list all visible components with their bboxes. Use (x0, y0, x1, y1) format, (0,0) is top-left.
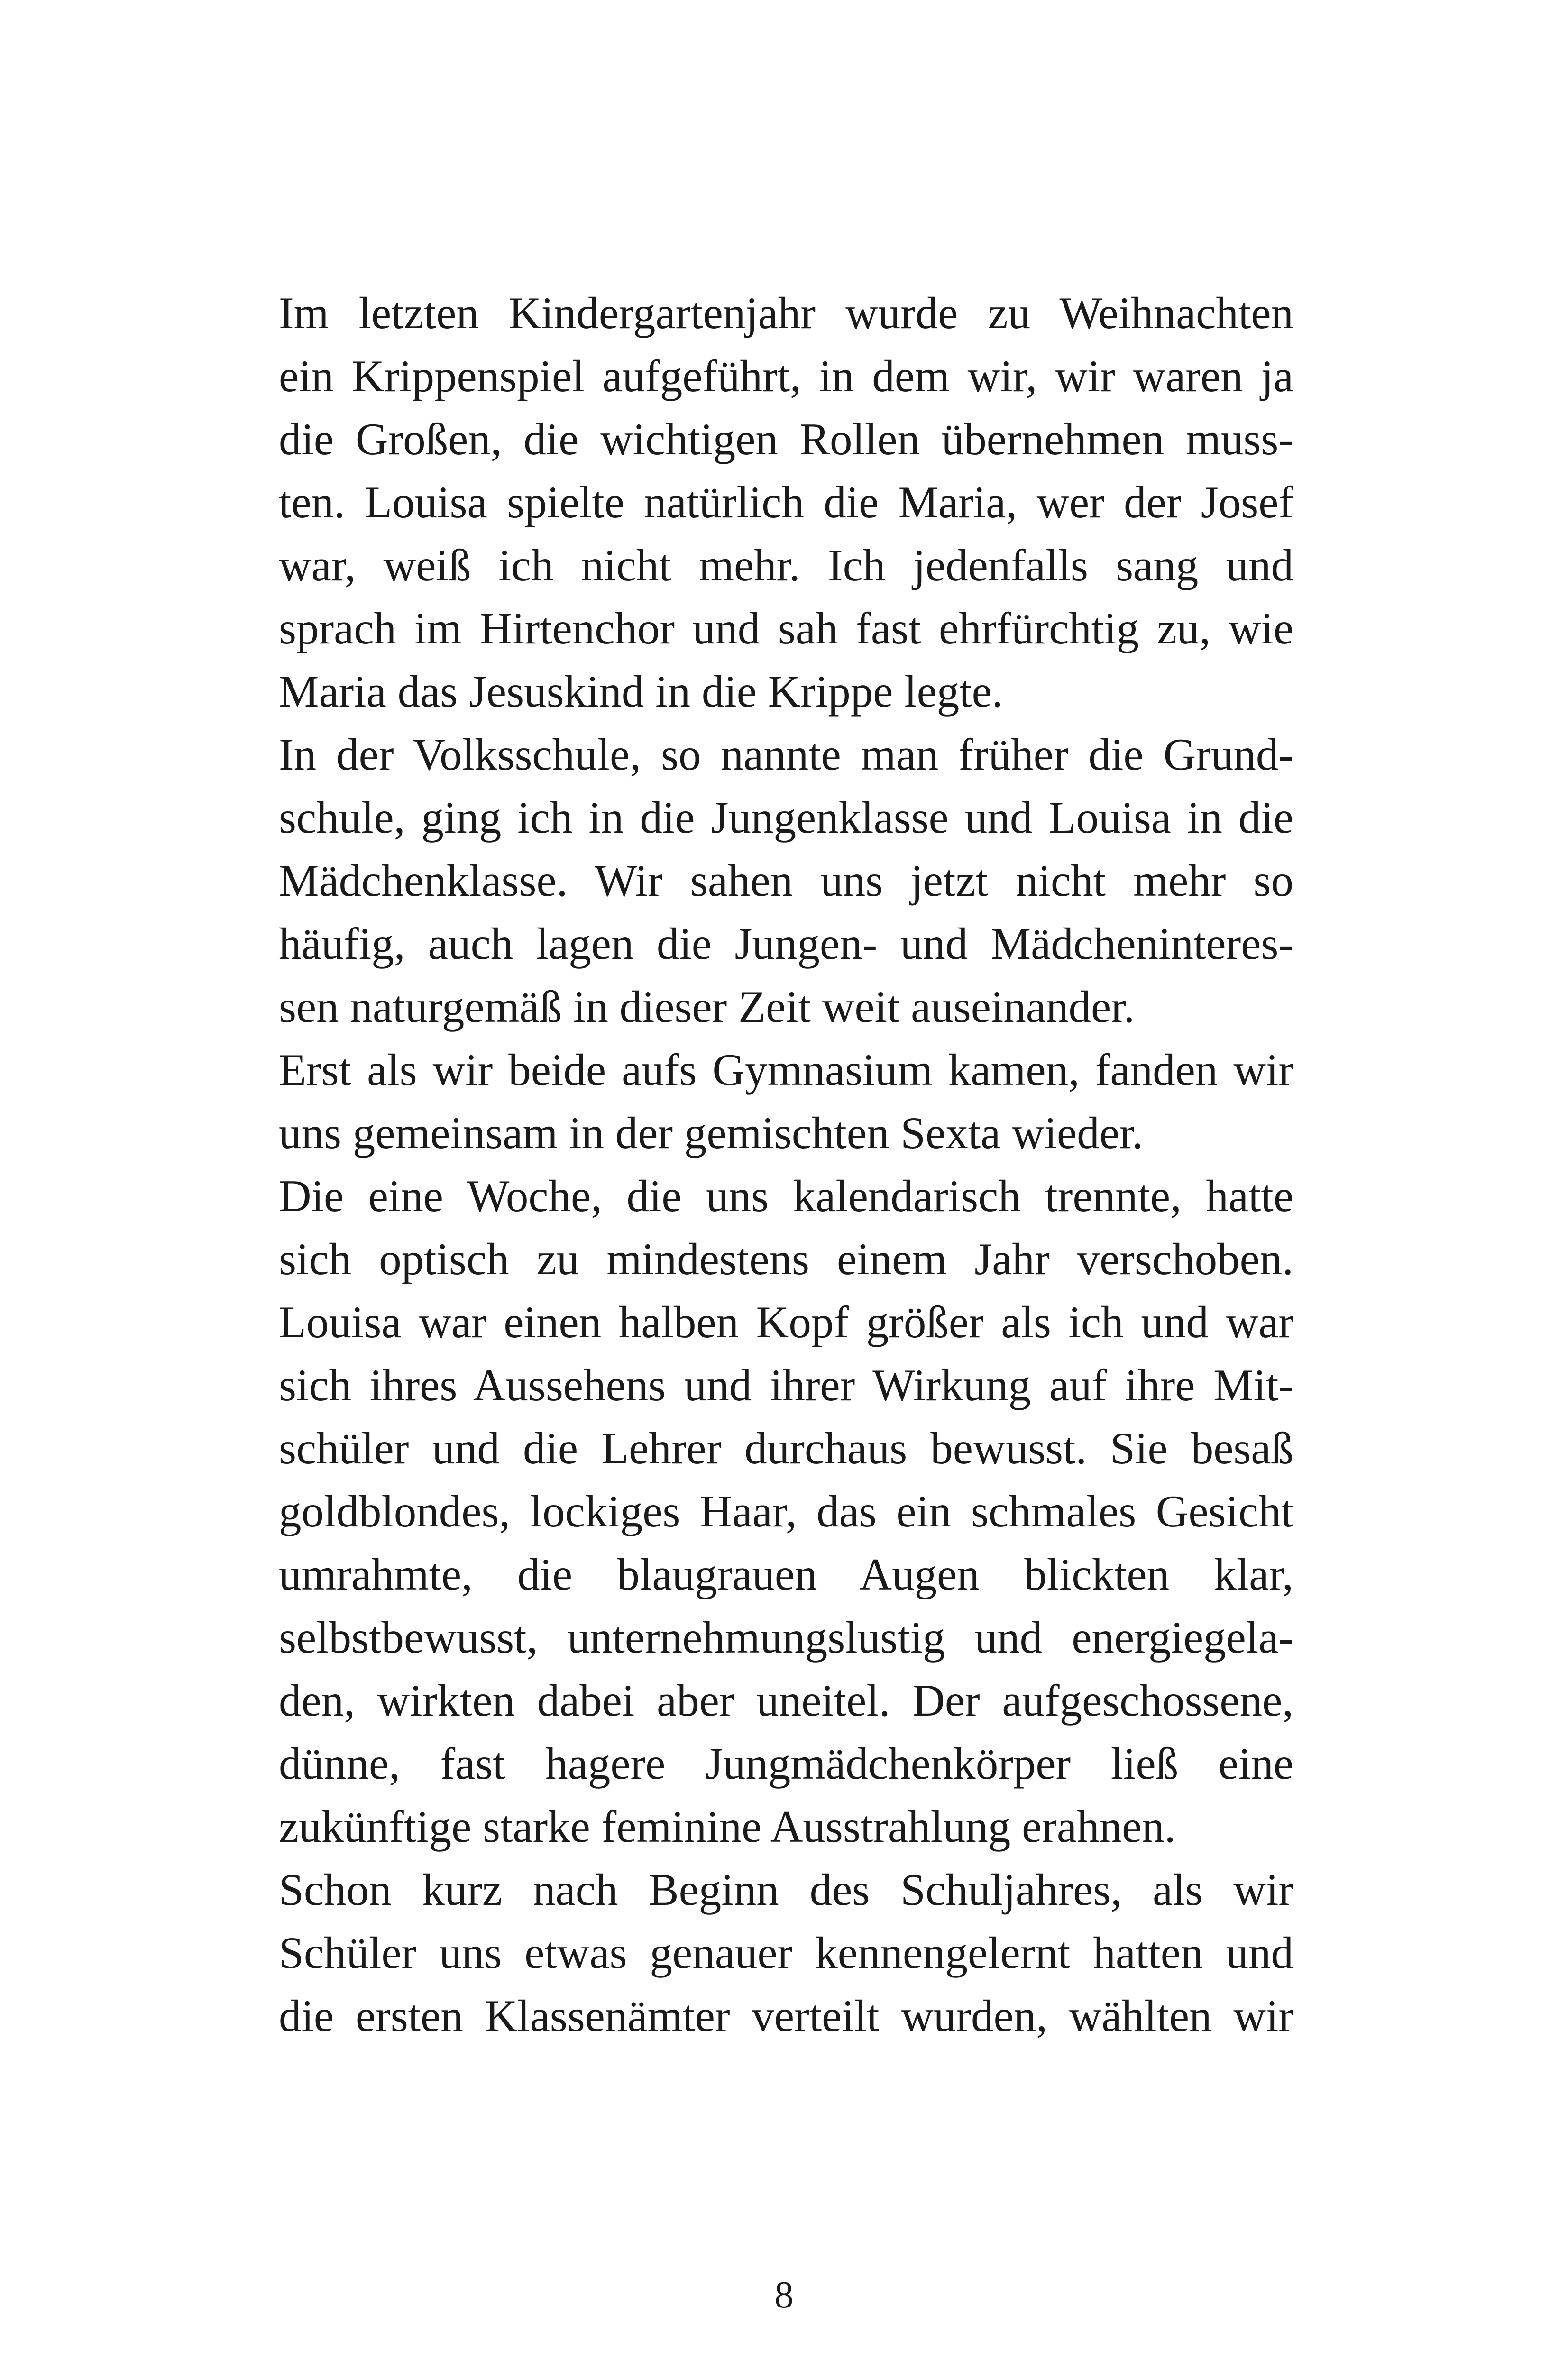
text-line: Schon kurz nach Beginn des Schuljahres, als wir (279, 1865, 1293, 1915)
text-line: sprach im Hirtenchor und sah fast ehrfürchtig zu, wie (279, 603, 1293, 653)
text-line: den, wirkten dabei aber uneitel. Der aufgeschossene, (279, 1675, 1293, 1726)
text-line: schule, ging ich in die Jungenklasse und Louisa in die (279, 792, 1293, 843)
body-text (279, 282, 1293, 2048)
text-line: uns gemeinsam in der gemischten Sexta wieder. (279, 1108, 1143, 1158)
text-line: selbstbewusst, unternehmungslustig und energiegela- (279, 1612, 1293, 1663)
text-line: war, weiß ich nicht mehr. Ich jedenfalls sang und (279, 540, 1293, 590)
text-line: sich optisch zu mindestens einem Jahr verschoben. (279, 1234, 1293, 1284)
text-line: zukünftige starke feminine Ausstrahlung erahnen. (279, 1801, 1176, 1852)
text-line: ten. Louisa spielte natürlich die Maria, wer der Josef (279, 477, 1293, 527)
text-line: die Großen, die wichtigen Rollen übernehmen muss- (279, 414, 1293, 464)
text-line: umrahmte, die blaugrauen Augen blickten klar, (279, 1549, 1293, 1599)
text-line: goldblondes, lockiges Haar, das ein schmales Gesicht (279, 1486, 1293, 1536)
text-line: Im letzten Kindergartenjahr wurde zu Weihnachten (279, 288, 1293, 338)
text-line: Die eine Woche, die uns kalendarisch trennte, hatte (279, 1171, 1293, 1221)
text-line: schüler und die Lehrer durchaus bewusst. Sie besaß (279, 1423, 1293, 1473)
text-line: häufig, auch lagen die Jungen- und Mädcheninteres- (279, 919, 1293, 969)
text-line: ein Krippenspiel aufgeführt, in dem wir, wir waren ja (279, 351, 1293, 401)
text-line: Louisa war einen halben Kopf größer als ich und war (279, 1297, 1293, 1347)
text-line: die ersten Klassenämter verteilt wurden, wählten wir (279, 1991, 1293, 2041)
text-line: Maria das Jesuskind in die Krippe legte. (279, 666, 1003, 717)
text-line: sen naturgemäß in dieser Zeit weit auseinander. (279, 982, 1135, 1032)
text-line: Schüler uns etwas genauer kennengelernt hatten und (279, 1928, 1293, 1978)
text-line: In der Volksschule, so nannte man früher die Grund- (279, 729, 1293, 780)
page-number: 8 (774, 2274, 794, 2316)
text-line: Mädchenklasse. Wir sahen uns jetzt nicht mehr so (279, 855, 1293, 906)
text-line: sich ihres Aussehens und ihrer Wirkung auf ihre Mit- (279, 1360, 1293, 1410)
text-line: dünne, fast hagere Jungmädchenkörper ließ eine (279, 1738, 1293, 1789)
text-line: Erst als wir beide aufs Gymnasium kamen, fanden wir (279, 1045, 1293, 1095)
